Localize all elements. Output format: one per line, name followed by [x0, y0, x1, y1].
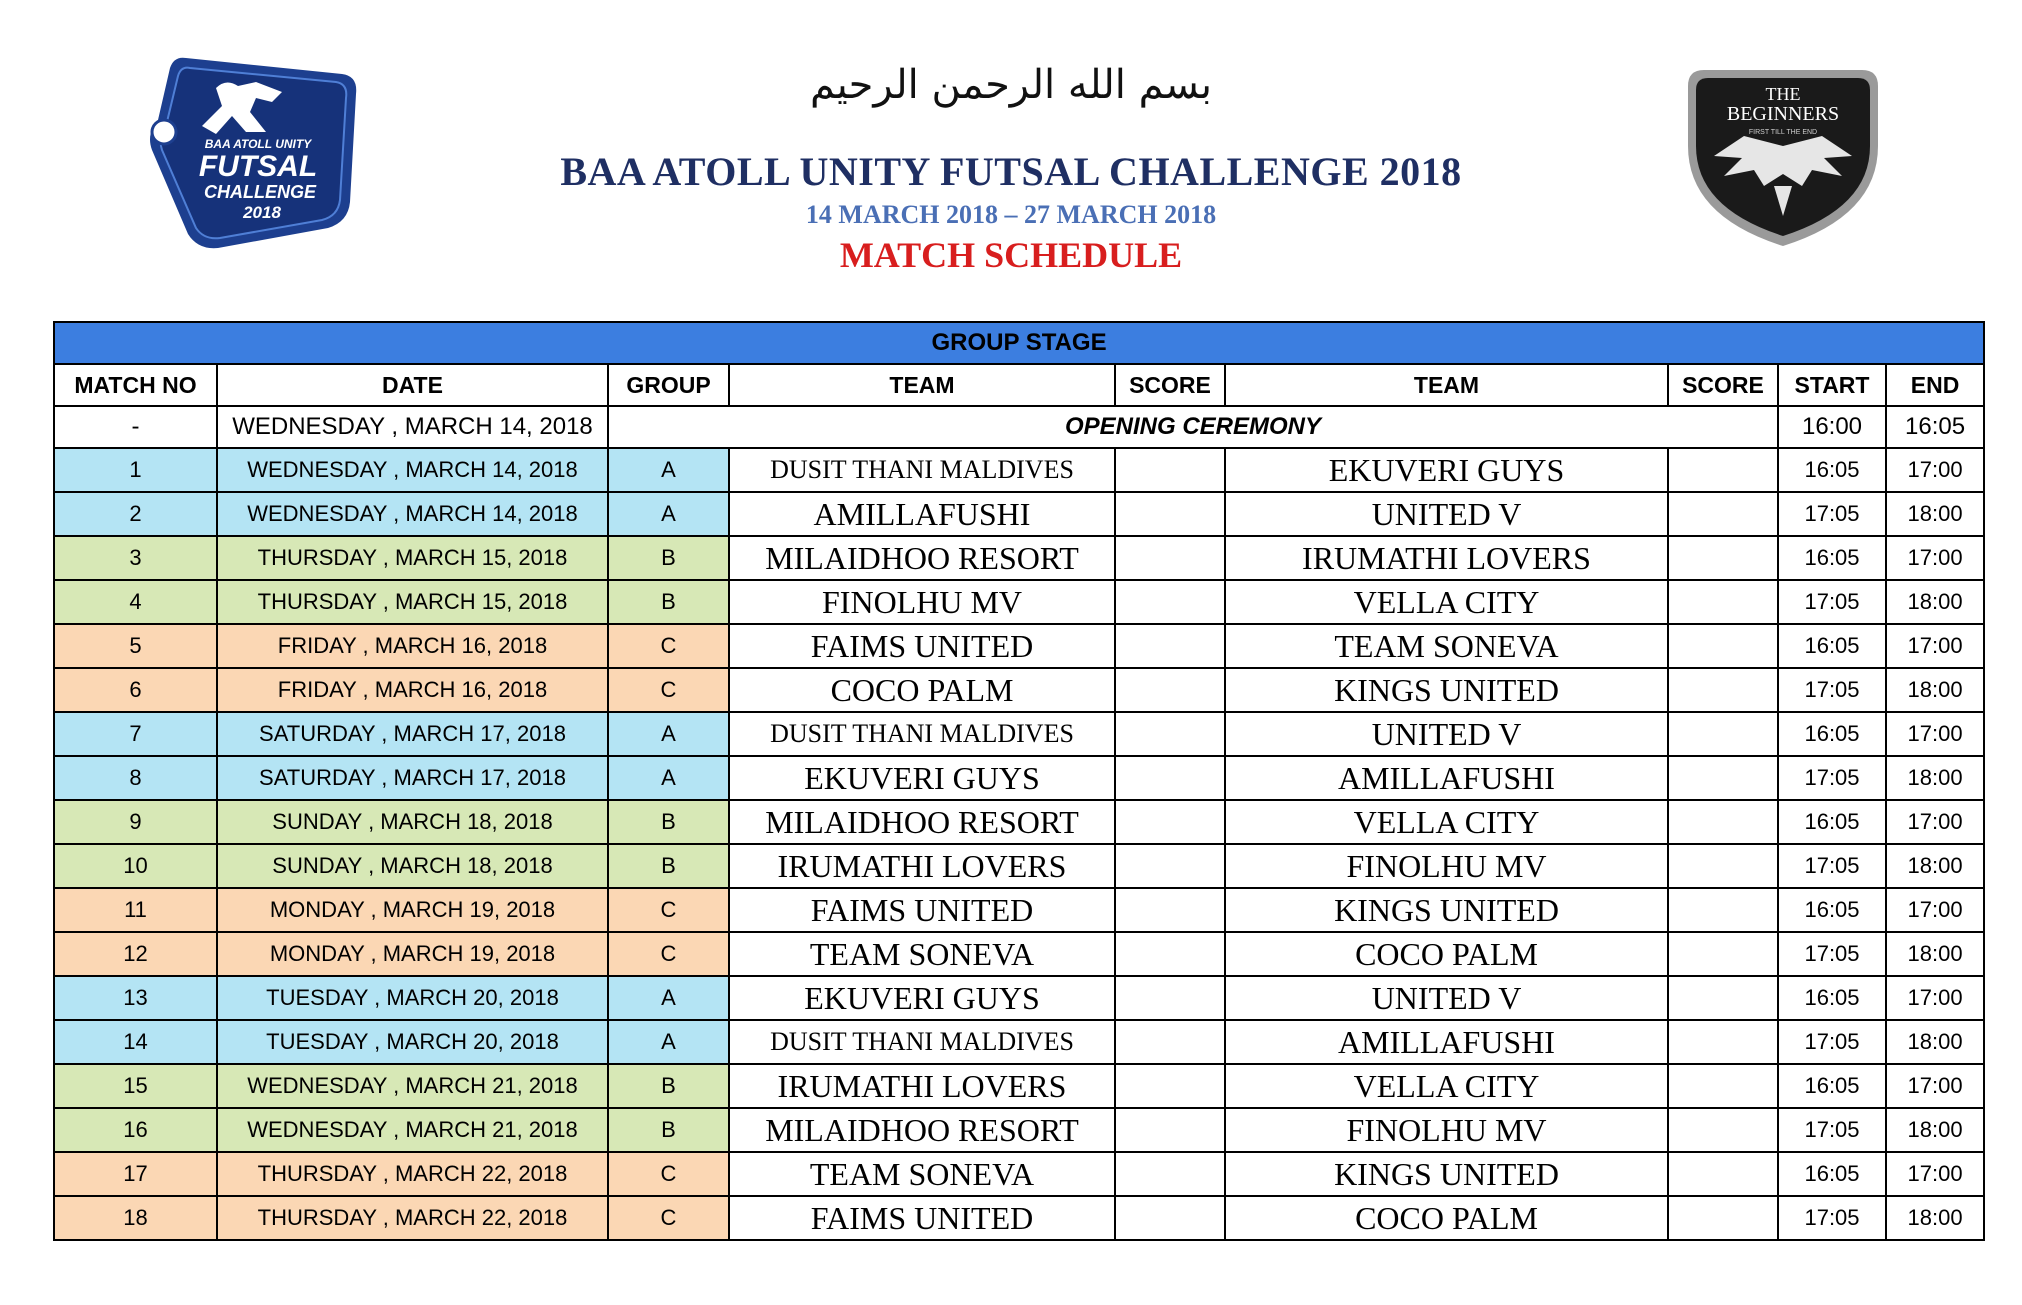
match-team-1: FAIMS UNITED — [729, 888, 1115, 932]
match-team-1: DUSIT THANI MALDIVES — [729, 1020, 1115, 1064]
match-row — [54, 1108, 1984, 1152]
match-end: 17:00 — [1886, 888, 1984, 932]
match-team-2: EKUVERI GUYS — [1225, 448, 1668, 492]
logo-left-line1: BAA ATOLL UNITY — [204, 137, 312, 151]
match-date: THURSDAY , MARCH 15, 2018 — [217, 536, 608, 580]
match-date: FRIDAY , MARCH 16, 2018 — [217, 624, 608, 668]
match-team-1: DUSIT THANI MALDIVES — [729, 448, 1115, 492]
match-team-1: AMILLAFUSHI — [729, 492, 1115, 536]
match-schedule-table — [53, 321, 1985, 1241]
match-start: 17:05 — [1778, 580, 1886, 624]
match-end: 18:00 — [1886, 580, 1984, 624]
match-date: THURSDAY , MARCH 22, 2018 — [217, 1152, 608, 1196]
match-date: THURSDAY , MARCH 22, 2018 — [217, 1196, 608, 1240]
match-group: A — [608, 1020, 729, 1064]
match-team-1: FAIMS UNITED — [729, 624, 1115, 668]
ceremony-date: WEDNESDAY , MARCH 14, 2018 — [217, 406, 608, 448]
match-score-2 — [1668, 712, 1778, 756]
match-no: 4 — [54, 580, 217, 624]
match-end: 17:00 — [1886, 976, 1984, 1020]
match-no: 16 — [54, 1108, 217, 1152]
match-start: 17:05 — [1778, 932, 1886, 976]
match-score-1 — [1115, 976, 1225, 1020]
match-group: C — [608, 1196, 729, 1240]
match-team-2: UNITED V — [1225, 712, 1668, 756]
logo-left-line4: 2018 — [243, 203, 281, 222]
match-row — [54, 976, 1984, 1020]
match-score-1 — [1115, 1064, 1225, 1108]
match-date: MONDAY , MARCH 19, 2018 — [217, 888, 608, 932]
ceremony-label: OPENING CEREMONY — [608, 406, 1778, 448]
col-end: END — [1886, 364, 1984, 406]
match-no: 3 — [54, 536, 217, 580]
match-end: 18:00 — [1886, 844, 1984, 888]
match-end: 17:00 — [1886, 800, 1984, 844]
tournament-dates: 14 MARCH 2018 – 27 MARCH 2018 — [805, 200, 1217, 229]
match-start: 17:05 — [1778, 756, 1886, 800]
match-score-1 — [1115, 580, 1225, 624]
ceremony-no: - — [54, 406, 217, 448]
match-group: A — [608, 976, 729, 1020]
match-score-1 — [1115, 492, 1225, 536]
match-score-1 — [1115, 1108, 1225, 1152]
opening-ceremony-row — [54, 406, 1984, 448]
match-start: 16:05 — [1778, 888, 1886, 932]
col-score-2: SCORE — [1668, 364, 1778, 406]
match-score-2 — [1668, 1196, 1778, 1240]
match-no: 6 — [54, 668, 217, 712]
match-score-1 — [1115, 668, 1225, 712]
match-team-2: UNITED V — [1225, 492, 1668, 536]
match-group: C — [608, 1152, 729, 1196]
match-team-2: IRUMATHI LOVERS — [1225, 536, 1668, 580]
match-start: 17:05 — [1778, 492, 1886, 536]
match-date: SUNDAY , MARCH 18, 2018 — [217, 844, 608, 888]
match-team-1: FAIMS UNITED — [729, 1196, 1115, 1240]
match-team-2: FINOLHU MV — [1225, 1108, 1668, 1152]
match-group: B — [608, 1108, 729, 1152]
match-score-2 — [1668, 844, 1778, 888]
match-row — [54, 932, 1984, 976]
match-team-2: COCO PALM — [1225, 1196, 1668, 1240]
match-score-1 — [1115, 536, 1225, 580]
match-date: TUESDAY , MARCH 20, 2018 — [217, 976, 608, 1020]
match-end: 18:00 — [1886, 1196, 1984, 1240]
match-row — [54, 800, 1984, 844]
match-group: B — [608, 800, 729, 844]
match-no: 15 — [54, 1064, 217, 1108]
match-team-1: TEAM SONEVA — [729, 1152, 1115, 1196]
match-row — [54, 1020, 1984, 1064]
match-team-2: TEAM SONEVA — [1225, 624, 1668, 668]
match-row — [54, 1152, 1984, 1196]
match-no: 17 — [54, 1152, 217, 1196]
match-start: 17:05 — [1778, 1196, 1886, 1240]
match-start: 16:05 — [1778, 1152, 1886, 1196]
match-end: 18:00 — [1886, 492, 1984, 536]
col-group: GROUP — [608, 364, 729, 406]
match-score-2 — [1668, 492, 1778, 536]
logo-right-line3: FIRST TILL THE END — [1748, 129, 1818, 136]
match-group: A — [608, 492, 729, 536]
match-team-1: EKUVERI GUYS — [729, 976, 1115, 1020]
match-end: 17:00 — [1886, 536, 1984, 580]
logo-right-line2: BEGINNERS — [1726, 103, 1840, 125]
match-date: WEDNESDAY , MARCH 21, 2018 — [217, 1108, 608, 1152]
bismillah-calligraphy: بسم الله الرحمن الرحيم — [809, 62, 1213, 108]
match-group: A — [608, 756, 729, 800]
match-score-1 — [1115, 888, 1225, 932]
match-no: 8 — [54, 756, 217, 800]
match-score-2 — [1668, 976, 1778, 1020]
match-group: B — [608, 536, 729, 580]
match-no: 1 — [54, 448, 217, 492]
match-score-2 — [1668, 580, 1778, 624]
match-team-2: VELLA CITY — [1225, 580, 1668, 624]
match-no: 10 — [54, 844, 217, 888]
match-score-1 — [1115, 800, 1225, 844]
match-score-1 — [1115, 756, 1225, 800]
match-end: 17:00 — [1886, 448, 1984, 492]
match-team-2: COCO PALM — [1225, 932, 1668, 976]
match-group: A — [608, 712, 729, 756]
match-team-1: IRUMATHI LOVERS — [729, 844, 1115, 888]
match-date: TUESDAY , MARCH 20, 2018 — [217, 1020, 608, 1064]
match-date: SATURDAY , MARCH 17, 2018 — [217, 756, 608, 800]
match-team-1: IRUMATHI LOVERS — [729, 1064, 1115, 1108]
match-score-2 — [1668, 668, 1778, 712]
match-end: 17:00 — [1886, 624, 1984, 668]
ceremony-end: 16:05 — [1886, 406, 1984, 448]
football-icon — [152, 120, 176, 144]
match-row — [54, 448, 1984, 492]
match-group: C — [608, 668, 729, 712]
match-team-1: FINOLHU MV — [729, 580, 1115, 624]
match-score-2 — [1668, 624, 1778, 668]
match-row — [54, 1064, 1984, 1108]
match-score-1 — [1115, 1152, 1225, 1196]
group-stage-header: GROUP STAGE — [54, 322, 1984, 364]
match-score-2 — [1668, 1152, 1778, 1196]
match-row — [54, 624, 1984, 668]
match-row — [54, 580, 1984, 624]
col-score-1: SCORE — [1115, 364, 1225, 406]
match-team-2: AMILLAFUSHI — [1225, 756, 1668, 800]
match-start: 16:05 — [1778, 1064, 1886, 1108]
match-date: WEDNESDAY , MARCH 14, 2018 — [217, 448, 608, 492]
match-score-1 — [1115, 932, 1225, 976]
match-row — [54, 536, 1984, 580]
match-date: MONDAY , MARCH 19, 2018 — [217, 932, 608, 976]
match-score-1 — [1115, 712, 1225, 756]
logo-left-line2: FUTSAL — [198, 150, 318, 183]
match-no: 11 — [54, 888, 217, 932]
match-team-1: MILAIDHOO RESORT — [729, 1108, 1115, 1152]
match-start: 17:05 — [1778, 668, 1886, 712]
match-score-1 — [1115, 624, 1225, 668]
match-score-2 — [1668, 1064, 1778, 1108]
match-end: 18:00 — [1886, 932, 1984, 976]
match-team-2: VELLA CITY — [1225, 800, 1668, 844]
match-date: WEDNESDAY , MARCH 21, 2018 — [217, 1064, 608, 1108]
logo-left-line3: CHALLENGE — [204, 182, 316, 202]
match-team-1: DUSIT THANI MALDIVES — [729, 712, 1115, 756]
ceremony-start: 16:00 — [1778, 406, 1886, 448]
match-start: 17:05 — [1778, 844, 1886, 888]
match-start: 16:05 — [1778, 976, 1886, 1020]
match-score-1 — [1115, 448, 1225, 492]
match-score-2 — [1668, 756, 1778, 800]
match-team-1: COCO PALM — [729, 668, 1115, 712]
match-no: 9 — [54, 800, 217, 844]
match-group: A — [608, 448, 729, 492]
match-score-1 — [1115, 1196, 1225, 1240]
match-end: 17:00 — [1886, 1064, 1984, 1108]
match-group: C — [608, 624, 729, 668]
match-start: 16:05 — [1778, 448, 1886, 492]
match-row — [54, 756, 1984, 800]
col-match-no: MATCH NO — [54, 364, 217, 406]
match-score-1 — [1115, 1020, 1225, 1064]
match-no: 18 — [54, 1196, 217, 1240]
match-group: B — [608, 580, 729, 624]
match-no: 13 — [54, 976, 217, 1020]
match-score-2 — [1668, 888, 1778, 932]
match-no: 14 — [54, 1020, 217, 1064]
match-score-2 — [1668, 448, 1778, 492]
match-row — [54, 492, 1984, 536]
match-team-1: TEAM SONEVA — [729, 932, 1115, 976]
match-end: 18:00 — [1886, 1108, 1984, 1152]
match-start: 16:05 — [1778, 712, 1886, 756]
match-end: 17:00 — [1886, 1152, 1984, 1196]
match-team-2: KINGS UNITED — [1225, 1152, 1668, 1196]
match-no: 2 — [54, 492, 217, 536]
logo-right-line1: THE — [1765, 84, 1801, 104]
col-team-2: TEAM — [1225, 364, 1668, 406]
match-team-2: FINOLHU MV — [1225, 844, 1668, 888]
match-row — [54, 712, 1984, 756]
match-no: 7 — [54, 712, 217, 756]
match-team-2: AMILLAFUSHI — [1225, 1020, 1668, 1064]
match-end: 18:00 — [1886, 1020, 1984, 1064]
match-score-2 — [1668, 800, 1778, 844]
match-end: 17:00 — [1886, 712, 1984, 756]
match-score-2 — [1668, 1020, 1778, 1064]
match-no: 12 — [54, 932, 217, 976]
match-row — [54, 1196, 1984, 1240]
match-group: C — [608, 888, 729, 932]
match-team-2: UNITED V — [1225, 976, 1668, 1020]
col-date: DATE — [217, 364, 608, 406]
match-group: C — [608, 932, 729, 976]
match-group: B — [608, 844, 729, 888]
match-row — [54, 844, 1984, 888]
match-team-2: VELLA CITY — [1225, 1064, 1668, 1108]
match-score-2 — [1668, 1108, 1778, 1152]
match-date: FRIDAY , MARCH 16, 2018 — [217, 668, 608, 712]
page-subtitle: MATCH SCHEDULE — [839, 235, 1183, 275]
match-no: 5 — [54, 624, 217, 668]
match-start: 16:05 — [1778, 536, 1886, 580]
match-row — [54, 888, 1984, 932]
match-end: 18:00 — [1886, 668, 1984, 712]
match-date: SATURDAY , MARCH 17, 2018 — [217, 712, 608, 756]
match-team-1: EKUVERI GUYS — [729, 756, 1115, 800]
match-row — [54, 668, 1984, 712]
match-date: WEDNESDAY , MARCH 14, 2018 — [217, 492, 608, 536]
match-team-1: MILAIDHOO RESORT — [729, 536, 1115, 580]
match-end: 18:00 — [1886, 756, 1984, 800]
col-team-1: TEAM — [729, 364, 1115, 406]
match-date: THURSDAY , MARCH 15, 2018 — [217, 580, 608, 624]
match-score-2 — [1668, 932, 1778, 976]
match-team-1: MILAIDHOO RESORT — [729, 800, 1115, 844]
match-start: 16:05 — [1778, 800, 1886, 844]
match-start: 16:05 — [1778, 624, 1886, 668]
page-title: BAA ATOLL UNITY FUTSAL CHALLENGE 2018 — [560, 149, 1462, 194]
match-team-2: KINGS UNITED — [1225, 888, 1668, 932]
match-start: 17:05 — [1778, 1020, 1886, 1064]
match-group: B — [608, 1064, 729, 1108]
match-score-1 — [1115, 844, 1225, 888]
match-date: SUNDAY , MARCH 18, 2018 — [217, 800, 608, 844]
match-start: 17:05 — [1778, 1108, 1886, 1152]
match-team-2: KINGS UNITED — [1225, 668, 1668, 712]
col-start: START — [1778, 364, 1886, 406]
match-score-2 — [1668, 536, 1778, 580]
